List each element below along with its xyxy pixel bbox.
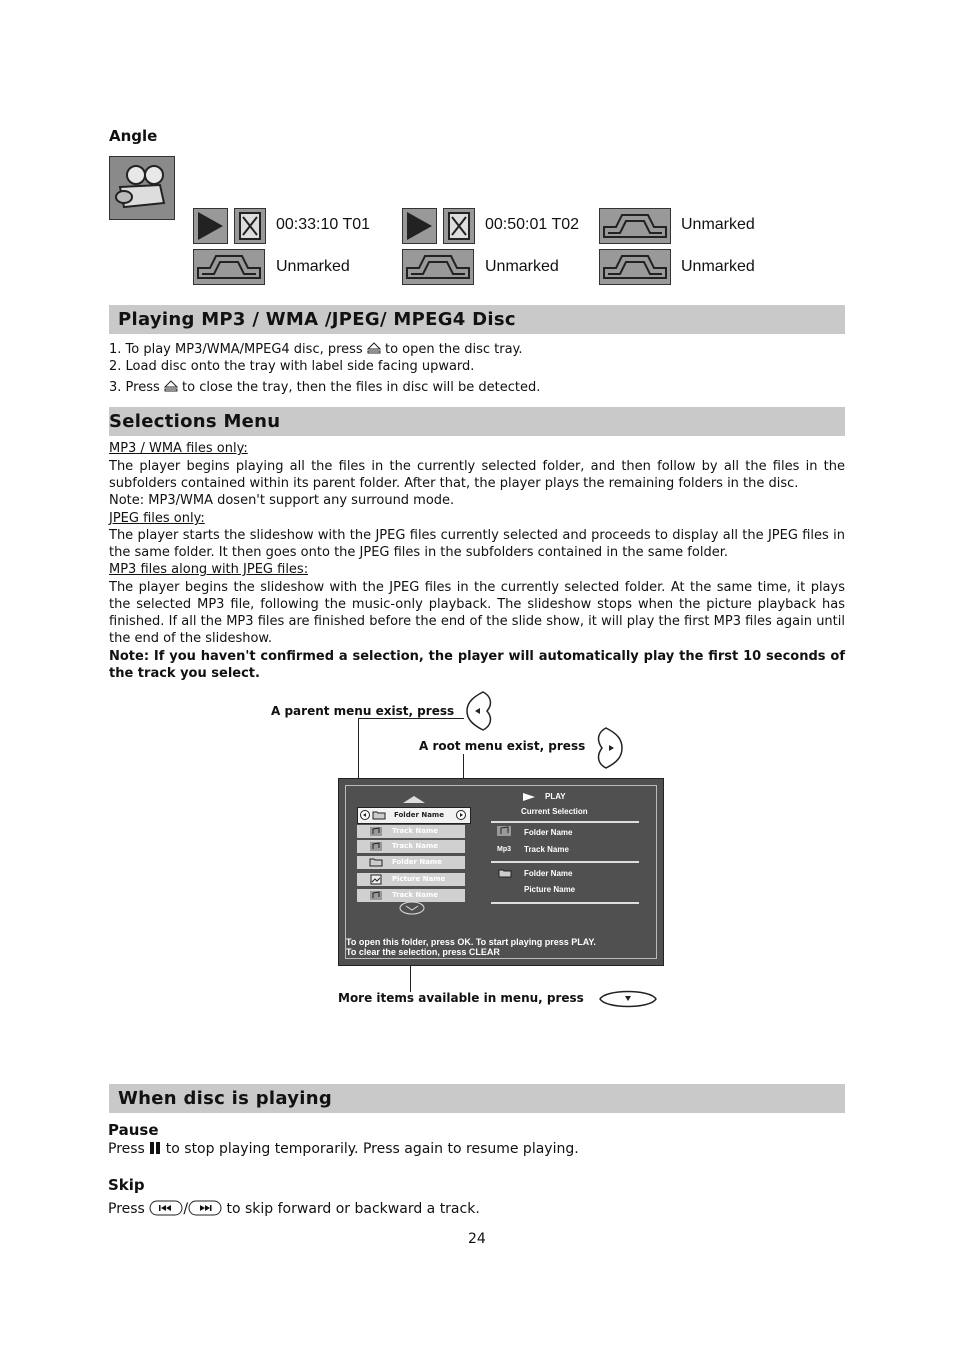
step-2: 2. Load disc onto the tray with label side facing upward. (109, 359, 475, 374)
step-text: 1. To play MP3/WMA/MPEG4 disc, press (109, 342, 363, 357)
pause-icon (149, 1141, 161, 1155)
parent-menu-label: A parent menu exist, press (271, 704, 455, 718)
selection-folder: Folder Name (524, 828, 573, 837)
subheading-mp3-jpeg: MP3 files along with JPEG files: (109, 562, 309, 577)
section-title: Selections Menu (109, 411, 281, 432)
divider (491, 821, 639, 823)
skip-text-b: to skip forward or backward a track. (226, 1201, 480, 1217)
bookmark-icon (599, 208, 671, 244)
row-label: Picture Name (392, 875, 446, 883)
divider (491, 902, 639, 904)
down-arrow-icon (399, 901, 425, 915)
folder-icon (498, 868, 512, 879)
section-bar-selections (109, 407, 845, 436)
leader-line (358, 718, 464, 719)
play-icon (402, 208, 437, 244)
right-arrow-icon (456, 810, 466, 820)
eject-icon (367, 342, 381, 354)
music-note-icon (369, 841, 383, 852)
subheading-jpeg: JPEG files only: (109, 511, 205, 526)
left-arrow-icon (360, 810, 370, 820)
paragraph-jpeg: The player starts the slideshow with the JPEG files currently selected and proceeds to display all the JPEG files in the same folder. It then goes onto the JPEG files in the subfolders contained in the same folder. (109, 528, 845, 560)
step-text: to close the tray, then the files in disc will be detected. (182, 380, 541, 395)
unmark-x-icon (443, 208, 475, 244)
music-note-icon (369, 890, 383, 901)
pause-heading: Pause (108, 1121, 159, 1139)
right-arrow-button-icon (592, 726, 626, 770)
step-1 (109, 341, 845, 358)
osd-hint-open: To open this folder, press OK. To start playing press PLAY. (346, 937, 596, 947)
angle-time-1: 00:33:10 T01 (276, 216, 371, 233)
note-selection: Note: If you haven't confirmed a selection, the player will automatically play the first 10 seconds of the track you select. (109, 649, 845, 681)
page-number: 24 (468, 1231, 486, 1247)
step-text: to open the disc tray. (385, 342, 523, 357)
current-selection-label: Current Selection (521, 807, 588, 816)
section-title: Playing MP3 / WMA /JPEG/ MPEG4 Disc (118, 309, 516, 330)
skip-heading: Skip (108, 1176, 145, 1194)
section-title: When disc is playing (118, 1088, 333, 1109)
osd-hint-clear: To clear the selection, press CLEAR (346, 947, 500, 957)
camera-angle-icon (109, 156, 175, 220)
more-items-label: More items available in menu, press (338, 991, 584, 1005)
note-surround: Note: MP3/WMA dosen't support any surround mode. (109, 493, 455, 508)
music-note-icon (369, 826, 383, 837)
section-bar-playing (109, 305, 845, 334)
pause-text-b: to stop playing temporarily. Press again to resume playing. (165, 1141, 579, 1157)
row-label: Track Name (392, 891, 439, 899)
angle-label-r2-1: Unmarked (276, 258, 350, 275)
eject-icon (164, 380, 178, 392)
row-label: Track Name (392, 842, 439, 850)
play-icon (193, 208, 228, 244)
pause-text-a: Press (108, 1141, 145, 1157)
paragraph-mp3-wma: The player begins playing all the files in the currently selected folder, and then follow by all the files in the subfolders contained within its parent folder. After that, the player plays the remaining folders in the disc. (109, 459, 845, 491)
selection-folder: Folder Name (524, 869, 573, 878)
selection-picture: Picture Name (524, 885, 576, 894)
step-3 (109, 379, 845, 396)
unmark-x-icon (234, 208, 266, 244)
skip-text-a: Press (108, 1201, 145, 1217)
subheading-mp3-wma: MP3 / WMA files only: (109, 441, 248, 456)
folder-icon (372, 810, 386, 820)
paragraph-mp3-jpeg: The player begins the slideshow with the JPEG files in the currently selected folder. At the same time, it plays the selected MP3 file, following the music-only playback. The slideshow stops when the picture playback has finished. If all the MP3 files are finished before the end of the slide show, it will play the first MP3 files again until the end of the slideshow. (109, 580, 845, 646)
play-icon (522, 792, 536, 802)
pause-text (108, 1141, 844, 1158)
bookmark-icon (599, 249, 671, 285)
osd-screen (338, 778, 664, 966)
music-note-icon (496, 825, 512, 837)
bookmark-icon (402, 249, 474, 285)
step-text: 3. Press (109, 380, 160, 395)
play-label: PLAY (545, 792, 566, 801)
section-bar-playing-disc (109, 1084, 845, 1113)
row-label: Folder Name (392, 858, 442, 866)
divider (491, 861, 639, 863)
folder-icon (369, 857, 383, 868)
angle-label-r2-3: Unmarked (681, 258, 755, 275)
list-item[interactable] (357, 825, 465, 838)
picture-icon (369, 874, 383, 885)
down-arrow-button-icon (596, 987, 660, 1011)
selection-track: Track Name (524, 845, 569, 854)
up-arrow-icon (403, 796, 425, 804)
mp3-badge: Mp3 (497, 846, 511, 853)
left-arrow-button-icon (463, 690, 497, 732)
list-item[interactable] (357, 873, 465, 886)
angle-label-r2-2: Unmarked (485, 258, 559, 275)
list-item[interactable] (357, 856, 465, 869)
skip-text: Press / to skip forward or backward a track. (108, 1201, 480, 1217)
angle-heading: Angle (109, 127, 158, 145)
skip-back-icon (149, 1199, 183, 1217)
folder-row-selected[interactable] (357, 807, 471, 824)
list-item[interactable] (357, 840, 465, 853)
angle-label-r1-3: Unmarked (681, 216, 755, 233)
bookmark-icon (193, 249, 265, 285)
angle-time-2: 00:50:01 T02 (485, 216, 580, 233)
skip-forward-icon (188, 1199, 222, 1217)
row-label: Folder Name (394, 811, 444, 819)
root-menu-label: A root menu exist, press (419, 739, 586, 753)
row-label: Track Name (392, 827, 439, 835)
